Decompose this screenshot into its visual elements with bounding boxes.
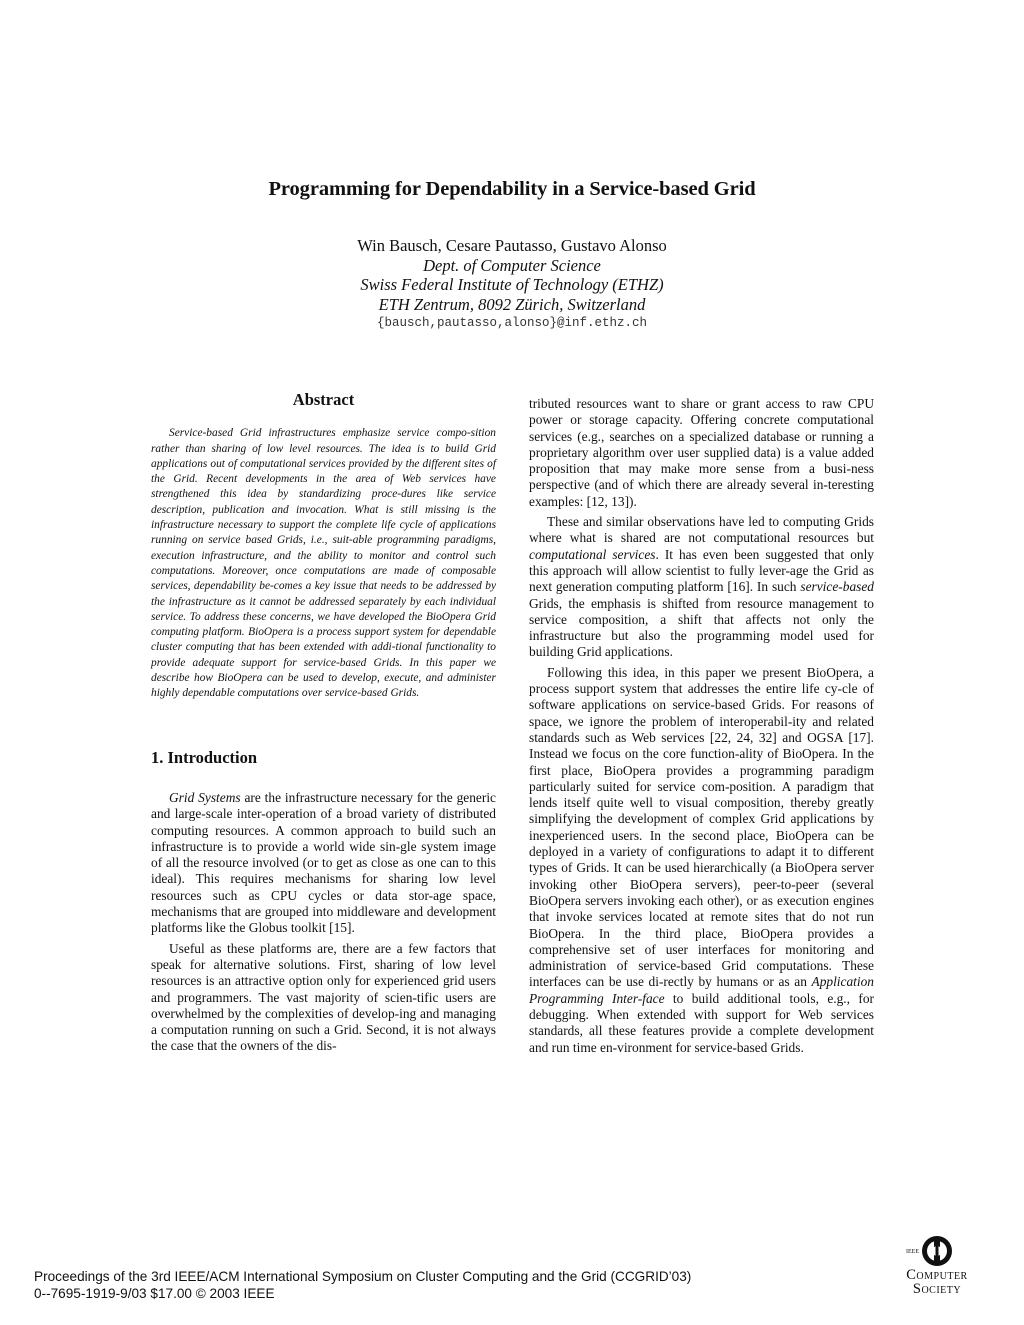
author-names: Win Bausch, Cesare Pautasso, Gustavo Alonso xyxy=(357,236,667,255)
author-email: {bausch,pautasso,alonso}@inf.ethz.ch xyxy=(376,316,648,330)
section-heading-introduction: 1. Introduction xyxy=(151,747,258,767)
logo-ieee-text: IEEE xyxy=(906,1249,919,1255)
right-paragraph-3 xyxy=(529,665,874,1056)
computer-society-logo xyxy=(884,1234,990,1296)
proceedings-footer xyxy=(34,1269,691,1302)
logo-line-2: Society xyxy=(912,1281,962,1297)
author-address: ETH Zentrum, 8092 Zürich, Switzerland xyxy=(378,294,646,314)
emphasis-service-based: service-based xyxy=(800,579,874,595)
paper-title: Programming for Dependability in a Service-based Grid xyxy=(268,178,756,200)
abstract-text: Service-based Grid infrastructures emphasize service compo-sition rather than sharing of low level resources. The idea is to build Grid applications out of computational services provided by the different sites of the Grid. Recent developments in the area of Web services have strengthened this idea by standardizing proce-dures like service description, publication and invocation. What is still missing is the infrastructure necessary to support the complete life cycle of applications running on service based Grids, i.e., suit-able programming paradigms, execution infrastructure, and the ability to monitor and control such computations. Moreover, once computations are made of composable services, dependability be-comes a key issue that needs to be addressed by the infrastructure as it cannot be addressed separately by each individual service. To address these concerns, we have developed the BioOpera Grid computing platform. BioOpera is a process support system for dependable cluster computing that has been extended with addi-tional functionality to provide adequate support for service-based Grids. In this paper we describe how BioOpera can be used to develop, execute, and administer highly dependable computations over service-based Grids. xyxy=(151,427,496,700)
right-paragraph-2 xyxy=(529,514,874,661)
intro-paragraph-1-text: are the infrastructure necessary for the generic and large-scale inter-operation of a broad variety of distributed computing resources. A common approach to build such an infrastructure is to provide a world wide sin-gle system image of all the resource involved (or to get as close as one can to this ideal). This requires mechanisms for sharing low level resources such as CPU cycles or data stor-age space, mechanisms that are grouped into middleware and development platforms like the Globus toolkit [15]. xyxy=(151,789,496,936)
abstract-heading: Abstract xyxy=(292,390,355,409)
right-paragraph-2-a: These and similar observations have led to computing Grids where what is shared are not computational resources but xyxy=(529,514,874,546)
ieee-logo-icon xyxy=(919,1234,955,1268)
right-column xyxy=(529,396,874,1060)
intro-paragraph-1 xyxy=(151,790,496,937)
author-block xyxy=(0,236,1024,334)
intro-emphasis-grid-systems: Grid Systems xyxy=(169,789,241,805)
right-paragraph-3-a: Following this idea, in this paper we present BioOpera, a process support system that addresses the entire life cy-cle of software applications on service-based Grids. For reasons of space, we ignore the problem of interoperabil-ity and related standards such as Web services [22, 24, 32] and OGSA [17]. Instead we focus on the core function-ality of BioOpera. In the first place, BioOpera provides a programming paradigm particularly suited for service com-position. A paradigm that lends itself quite well to visual composition, thereby greatly simplifying the development of complex Grid applications by inexperienced users. In the second place, BioOpera can be deployed in a variety of configurations to adapt it to different types of Grids. It can be used hierarchically (a BioOpera server invoking other BioOpera servers), peer-to-peer (several BioOpera servers invoking each other), or as execution engines that invoke services located at remote sites that do not run BioOpera. In the third place, BioOpera provides a comprehensive set of user interfaces for monitoring and administration of service-based Grid computations. These interfaces can be use di-rectly by humans or as an xyxy=(529,664,874,990)
right-paragraph-1: tributed resources want to share or grant access to raw CPU power or storage capacity. Offering concrete computational services (e.g., searches on a specialized database or running a proprietary algorithm over user supplied data) is a value added proposition that may make more sense from a busi-ness perspective (and of which there are already several in-teresting examples: [12, 13]). xyxy=(529,396,874,509)
emphasis-computational-services: computational services xyxy=(529,546,656,562)
emphasis-api: Application Programming Inter-face xyxy=(529,974,874,1006)
intro-paragraph-2: Useful as these platforms are, there are a few factors that speak for alternative solutions. First, sharing of low level resources is an attractive option only for experienced grid users and programmers. The vast majority of scien-tific users are overwhelmed by the complexities of develop-ing and managing a computation running on such a Grid. Second, it is not always the case that the owners of the dis- xyxy=(151,940,496,1054)
left-column xyxy=(151,392,496,1059)
footer-line-2: 0--7695-1919-9/03 $17.00 © 2003 IEEE xyxy=(34,1285,275,1301)
author-dept: Dept. of Computer Science xyxy=(423,255,601,275)
author-institute: Swiss Federal Institute of Technology (ETHZ) xyxy=(360,275,664,294)
logo-line-1: Computer xyxy=(906,1267,968,1283)
right-paragraph-2-b: . It has even been suggested that only this approach will allow scientist to fully lever-age the Grid as next generation computing platform [16]. In such xyxy=(529,546,875,595)
right-paragraph-2-c: Grids, the emphasis is shifted from resource management to service composition, a shift that affects not only the infrastructure but also the programming model used for building Grid applications. xyxy=(529,595,874,660)
right-paragraph-3-b: to build additional tools, e.g., for debugging. When extended with support for Web services standards, all these features provide a complete development and run time en-vironment for service-based Grids. xyxy=(529,990,874,1055)
footer-line-1: Proceedings of the 3rd IEEE/ACM International Symposium on Cluster Computing and the Grid (CCGRID’03) xyxy=(34,1269,692,1284)
